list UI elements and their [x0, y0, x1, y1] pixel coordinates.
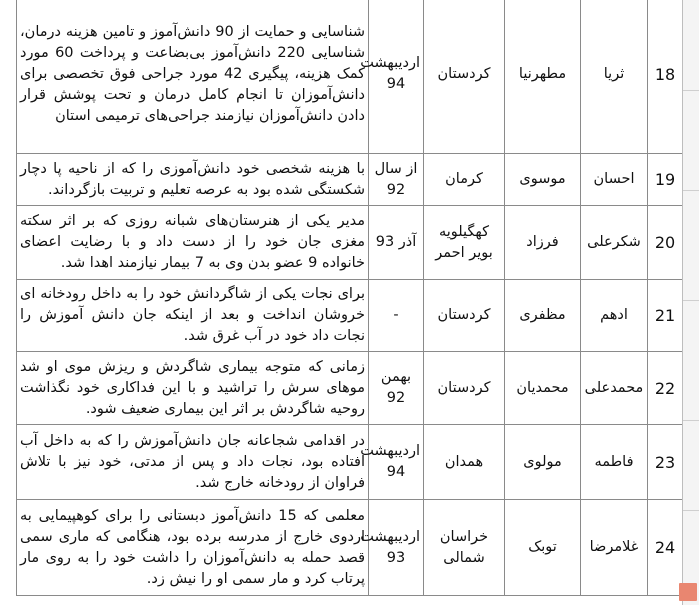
date-cell: از سال 92 — [369, 154, 424, 206]
description-cell: معلمی که 15 دانش‌آموز دبستانی را برای کوهپیمایی به اردوی خارج از مدرسه برده بود، هنگامی که ماری سمی قصد حمله به دانش‌آموزان را داشت خود را به روی مار پرتاب کرد و مار سمی او را نیش زد. — [17, 500, 369, 596]
first-name-cell: غلامرضا — [581, 500, 648, 596]
table-row — [17, 500, 683, 596]
table-row — [17, 352, 683, 425]
date-cell: بهمن 92 — [369, 352, 424, 425]
province-cell: کهگیلویه بویر احمر — [424, 206, 505, 280]
last-name-cell: مولوی — [505, 425, 581, 500]
row-number: 20 — [648, 206, 683, 280]
date-cell: اردیبهشت 94 — [369, 0, 424, 154]
strip-divider — [683, 510, 699, 511]
row-number: 21 — [648, 280, 683, 352]
strip-divider — [683, 190, 699, 191]
corner-marker — [679, 583, 697, 601]
row-number: 18 — [648, 0, 683, 154]
table-row — [17, 0, 683, 154]
date-cell: آذر 93 — [369, 206, 424, 280]
first-name-cell: ادهم — [581, 280, 648, 352]
table-row — [17, 206, 683, 280]
last-name-cell: محمدیان — [505, 352, 581, 425]
province-cell: کردستان — [424, 280, 505, 352]
province-cell: کردستان — [424, 0, 505, 154]
honorees-table — [16, 0, 683, 596]
description-cell: با هزینه شخصی خود دانش‌آموزی را که از ناحیه پا دچار شکستگی شده بود به عرصه تعلیم و تربیت بازگرداند. — [17, 154, 369, 206]
description-cell: در اقدامی شجاعانه جان دانش‌آموزش را که به داخل آب افتاده بود، نجات داد و پس از مدتی، خود نیز با تلاش فراوان از رودخانه خارج شد. — [17, 425, 369, 500]
table-row — [17, 280, 683, 352]
date-cell: اردیبهشت 93 — [369, 500, 424, 596]
row-number: 23 — [648, 425, 683, 500]
strip-divider — [683, 420, 699, 421]
row-number: 22 — [648, 352, 683, 425]
row-number: 19 — [648, 154, 683, 206]
province-cell: خراسان شمالی — [424, 500, 505, 596]
last-name-cell: مظفری — [505, 280, 581, 352]
date-cell: - — [369, 280, 424, 352]
strip-divider — [683, 300, 699, 301]
first-name-cell: فاطمه — [581, 425, 648, 500]
last-name-cell: فرزاد — [505, 206, 581, 280]
description-cell: شناسایی و حمایت از 90 دانش‌آموز و تامین هزینه درمان، شناسایی 220 دانش‌آموز بی‌بضاعت و پرداخت 60 مورد کمک هزینه، پیگیری 42 مورد جراحی فوق تخصصی برای دانش‌آموزان تا انجام کامل درمان و تحت پوشش قرار دادن دانش‌آموزان نیازمند جراحی‌های ترمیمی استان — [17, 0, 369, 154]
first-name-cell: محمدعلی — [581, 352, 648, 425]
first-name-cell: شکرعلی — [581, 206, 648, 280]
last-name-cell: توبک — [505, 500, 581, 596]
table-row — [17, 425, 683, 500]
last-name-cell: موسوی — [505, 154, 581, 206]
province-cell: کرمان — [424, 154, 505, 206]
description-cell: برای نجات یکی از شاگردانش خود را به داخل رودخانه ای خروشان انداخت و بعد از اینکه جان دانش آموزش را نجات داد خود در آب غرق شد. — [17, 280, 369, 352]
description-cell: زمانی که متوجه بیماری شاگردش و ریزش موی او شد موهای سرش را تراشید و با این فداکاری خود نگذاشت روحیه شاگردش بر اثر این بیماری ضعیف شود. — [17, 352, 369, 425]
date-cell: اردیبهشت 94 — [369, 425, 424, 500]
page-edge-strip — [682, 0, 699, 605]
description-cell: مدیر یکی از هنرستان‌های شبانه روزی که بر اثر سکته مغزی جان خود را از دست داد و با رضایت اعضای خانواده 9 عضو بدن وی به 7 بیمار نیازمند اهدا شد. — [17, 206, 369, 280]
province-cell: همدان — [424, 425, 505, 500]
row-number: 24 — [648, 500, 683, 596]
province-cell: کردستان — [424, 352, 505, 425]
last-name-cell: مطهرنیا — [505, 0, 581, 154]
first-name-cell: احسان — [581, 154, 648, 206]
strip-divider — [683, 90, 699, 91]
first-name-cell: ثریا — [581, 0, 648, 154]
table-row — [17, 154, 683, 206]
